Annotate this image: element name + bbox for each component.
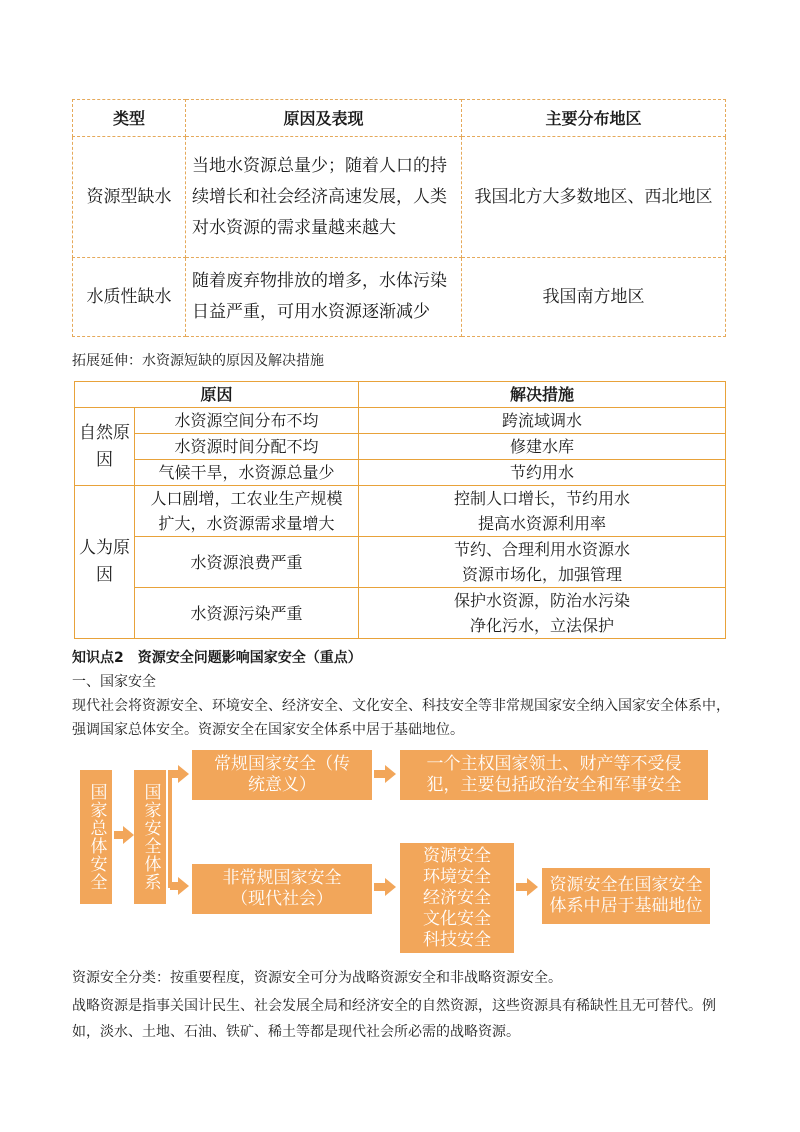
conventional-security-box: 常规国家安全（传统意义） <box>192 750 372 800</box>
paragraph: 战略资源是指事关国计民生、社会发展全局和经济安全的自然资源，这些资源具有稀缺性且无可替代。例如，淡水、土地、石油、铁矿、稀土等都是现代社会所必需的战略资源。 <box>72 998 716 1040</box>
causes-measures-table <box>74 381 726 639</box>
header-reason: 原因及表现 <box>186 100 462 137</box>
table-row <box>73 258 726 337</box>
cell-measure: 修建水库 <box>359 434 726 460</box>
cell-measure: 控制人口增长，节约用水提高水资源利用率 <box>359 486 726 537</box>
cell-reason: 当地水资源总量少；随着人口的持续增长和社会经济高速发展，人类对水资源的需求量越来越大 <box>186 137 462 258</box>
table-row <box>75 537 726 588</box>
caption: 拓展延伸：水资源短缺的原因及解决措施 <box>72 353 324 369</box>
security-item: 经济安全 <box>423 887 491 908</box>
cell-reason: 水资源污染严重 <box>135 588 359 639</box>
subheading: 一、国家安全 <box>72 674 156 690</box>
table-row <box>75 486 726 537</box>
cell-type: 水质性缺水 <box>73 258 186 337</box>
section-title: 知识点2 资源安全问题影响国家安全（重点） <box>72 650 362 666</box>
security-item: 资源安全 <box>423 845 491 866</box>
paragraph: 资源安全分类：按重要程度，资源安全可分为战略资源安全和非战略资源安全。 <box>72 970 562 986</box>
paragraph: 现代社会将资源安全、环境安全、经济安全、文化安全、科技安全等非常规国家安全纳入国家安全体系中，强调国家总体安全。资源安全在国家安全体系中居于基础地位。 <box>72 698 730 738</box>
table-row <box>75 588 726 639</box>
cell-region: 我国南方地区 <box>462 258 726 337</box>
security-item: 科技安全 <box>423 929 491 950</box>
cell-reason: 人口剧增，工农业生产规模扩大，水资源需求量增大 <box>135 486 359 537</box>
total-security-box: 国家总体安全 <box>80 770 112 904</box>
cell-measure: 保护水资源，防治水污染净化污水，立法保护 <box>359 588 726 639</box>
cell-measure: 跨流域调水 <box>359 408 726 434</box>
branch-line <box>168 770 172 888</box>
header-measure: 解决措施 <box>359 382 726 408</box>
cell-measure: 节约、合理利用水资源水资源市场化，加强管理 <box>359 537 726 588</box>
category-human: 人为原因 <box>75 486 135 639</box>
table-row <box>73 137 726 258</box>
cell-reason: 随着废弃物排放的增多，水体污染日益严重，可用水资源逐渐减少 <box>186 258 462 337</box>
security-items-box <box>400 843 514 953</box>
cell-reason: 水资源时间分配不均 <box>135 434 359 460</box>
cell-type: 资源型缺水 <box>73 137 186 258</box>
security-item: 文化安全 <box>423 908 491 929</box>
cell-reason: 水资源浪费严重 <box>135 537 359 588</box>
conclusion-box: 资源安全在国家安全体系中居于基础地位 <box>542 868 710 924</box>
table-header-row <box>73 100 726 137</box>
header-type: 类型 <box>73 100 186 137</box>
nonconventional-security-box: 非常规国家安全（现代社会） <box>192 864 372 914</box>
cell-reason: 气候干旱，水资源总量少 <box>135 460 359 486</box>
table-row <box>75 408 726 434</box>
conventional-description-box: 一个主权国家领土、财产等不受侵犯，主要包括政治安全和军事安全 <box>400 750 708 800</box>
water-shortage-types-table <box>72 99 726 337</box>
security-system-box: 国家安全体系 <box>134 770 166 904</box>
security-item: 环境安全 <box>423 866 491 887</box>
header-region: 主要分布地区 <box>462 100 726 137</box>
header-cause: 原因 <box>75 382 359 408</box>
table-row <box>75 434 726 460</box>
cell-region: 我国北方大多数地区、西北地区 <box>462 137 726 258</box>
cell-reason: 水资源空间分布不均 <box>135 408 359 434</box>
table-row <box>75 460 726 486</box>
table-header-row <box>75 382 726 408</box>
category-natural: 自然原因 <box>75 408 135 486</box>
cell-measure: 节约用水 <box>359 460 726 486</box>
